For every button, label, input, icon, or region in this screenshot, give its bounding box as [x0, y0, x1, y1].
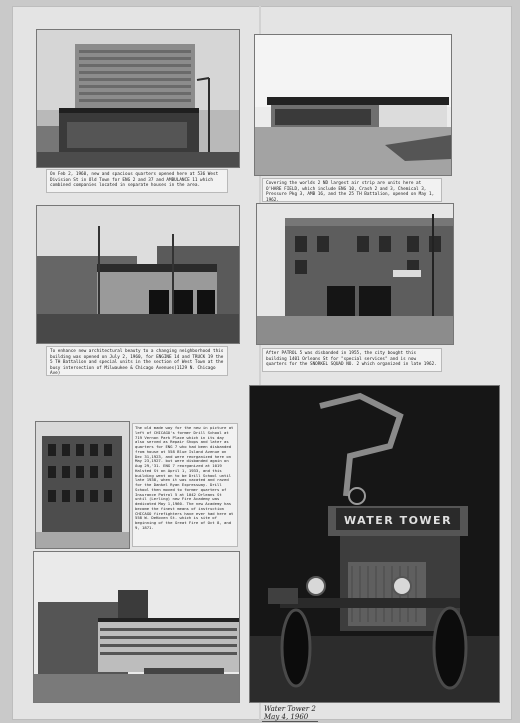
handwritten-note	[262, 705, 318, 722]
photo-fire-academy	[33, 551, 240, 703]
album-page	[12, 6, 512, 720]
photo-division-street-station	[36, 29, 240, 168]
photo-water-tower-truck	[249, 385, 500, 703]
truck-sign: WATER TOWER	[343, 514, 453, 527]
caption-orleans-street: After PATROL 5 was disbanded in 1955, the city bought this building 1401 Orleans St for "special services" and is now quarters for the SNORKEL SQUAD NO. 2 which organized in late 1962.	[262, 348, 442, 372]
photo-orleans-street-building	[256, 203, 454, 345]
handwritten-line-1: Water Tower 2	[264, 705, 316, 713]
handwritten-line-2: May 4, 1960	[264, 713, 309, 721]
photo-old-drill-school	[35, 421, 130, 549]
caption-chicago-ave: To enhance new architectural beauty to a changing neighborhood this building was opened on July 2, 1960, for ENGINE 14 and TRUCK 19 the 5 TH Battalion and special units in the section of West Town at the busy intersection of Milwaukee & Chicago Avenues(1129 N. Chicago Ave)	[46, 346, 228, 376]
photo-chicago-ave-station	[36, 205, 240, 344]
photo-ohare-station	[254, 34, 452, 176]
caption-fire-academy: The old made way for the new in picture at left of CHICAGO's former Drill School at 719 Vernon Park Place which in its day also served as Repair Shops and later as quarters for ENG 7 who had been disbanded from house at 558 Blue Island Avenue on Dec 31,1923, and were reorganized here on May 23,1927. but were disbanded again on Aug 29,'31. ENG 7 reorganized at 1019 Halsted St on April 1, 1933, and this building went on to be Drill School until late 1938, when it was vacated and razed for the Dankel Ryan Expressway. Drill School then moved to former quarters of Insurance Patrol 5 at 1042 Orleans St until (Lerling) new Fire Academy was dedicated May 1,1960. The new Academy has become the finest means of instruction CHICAGO firefighters have ever had here at 558 W. DeKoven St. which is site of beginning of the Great Fire of Oct 8, and 9, 1871.	[132, 423, 238, 547]
caption-ohare: Covering the worlds 2 ND largest air strip are units here at O'HARE FIELD, which include ENG 10, Crash 2 and 3, Chemical 3, Pressure Pkg 3, AMB 16, and the 25 TH Battalion, opened on May 1, 1962.	[262, 178, 442, 202]
caption-division-street: On Feb 2, 1960, new and spacious quarters opened here at 536 West Division St in Old Town for ENG 2 and 37 and AMBULANCE 11 which combined companies located in separate houses in the area.	[46, 169, 228, 193]
